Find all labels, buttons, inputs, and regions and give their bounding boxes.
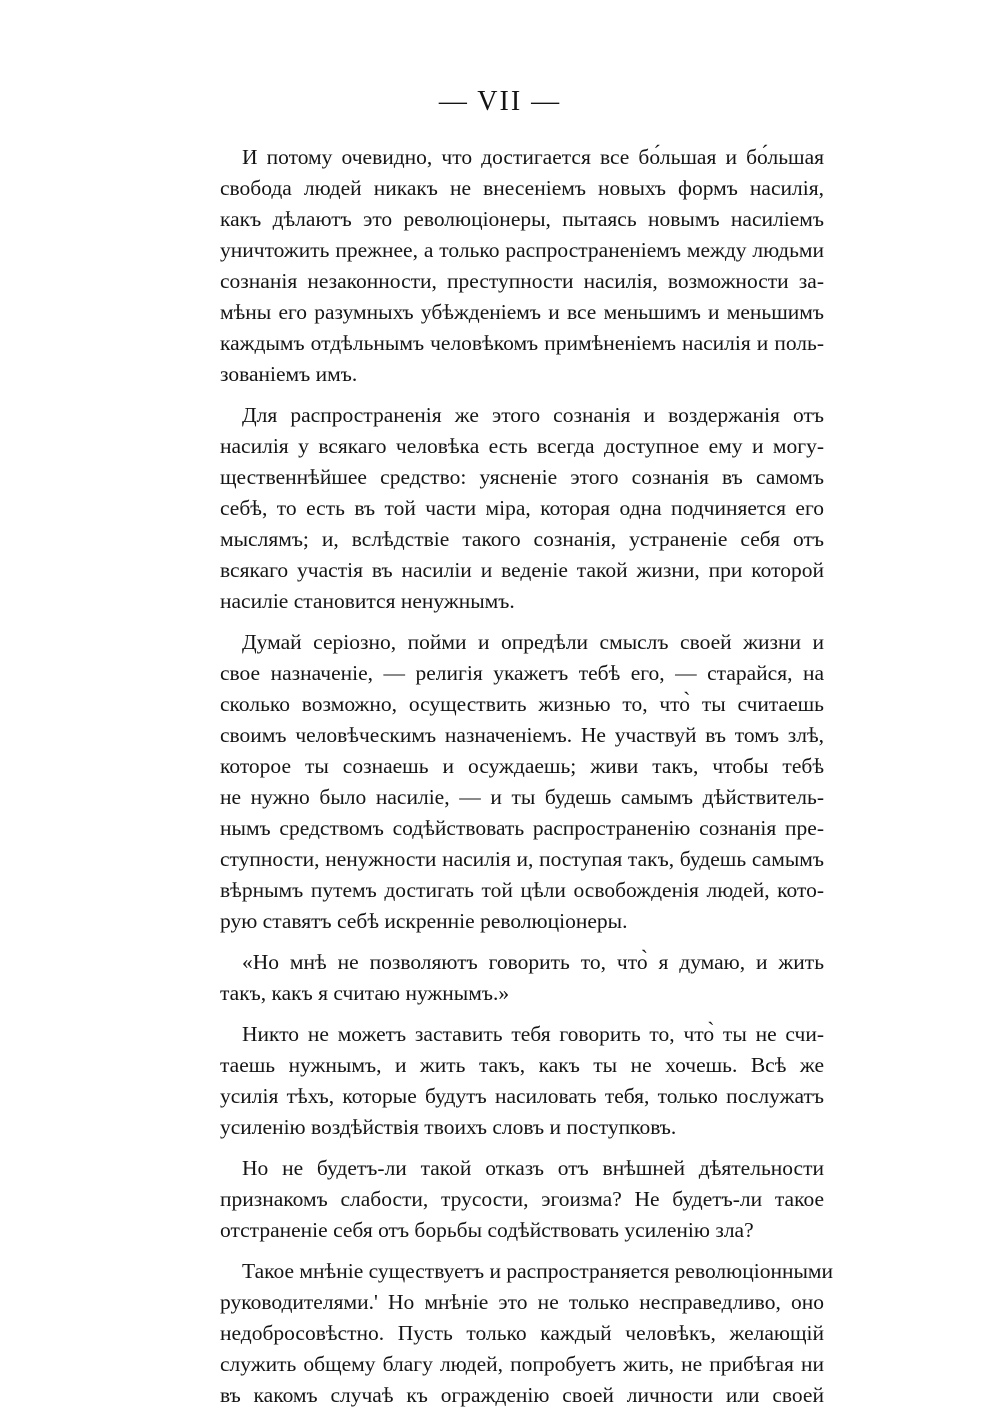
text-line: Такое мнѣніе существуетъ и распространяется революціонными xyxy=(242,1259,834,1283)
paragraph-6 xyxy=(220,1153,824,1246)
text-line: Для распространенія же этого сознанія и воздержанія отъ xyxy=(242,403,824,427)
paragraph-3 xyxy=(220,627,824,937)
paragraph-2 xyxy=(220,400,824,617)
text-line: всякаго участія въ насиліи и веденіе такой жизни, при которой xyxy=(220,558,824,582)
text-line: не нужно было насиліе, — и ты будешь самымъ дѣйствитель- xyxy=(220,785,824,809)
paragraph-4 xyxy=(220,947,824,1009)
text-line: нымъ средствомъ содѣйствовать распространенію сознанія пре- xyxy=(220,816,824,840)
text-line: таешь нужнымъ, и жить такъ, какъ ты не хочешь. Всѣ же xyxy=(220,1053,824,1077)
text-line: щественнѣйшее средство: уясненіе этого сознанія въ самомъ xyxy=(220,465,824,489)
text-line: себѣ, то есть въ той части міра, которая одна подчиняется его xyxy=(220,496,824,520)
text-line: вѣрнымъ путемъ достигать той цѣли освобожденія людей, кото- xyxy=(220,878,824,902)
paragraph-7 xyxy=(220,1256,834,1411)
text-line: насилія у всякаго человѣка есть всегда доступное ему и могу- xyxy=(220,434,824,458)
text-line: насиліе становится ненужнымъ. xyxy=(220,589,515,613)
text-line: мыслямъ; и, вслѣдствіе такого сознанія, устраненіе себя отъ xyxy=(220,527,824,551)
text-line: усиленію воздѣйствія твоихъ словъ и поступковъ. xyxy=(220,1115,677,1139)
text-line: зованіемъ имъ. xyxy=(220,362,358,386)
text-line: свобода людей никакъ не внесеніемъ новыхъ формъ насилія, xyxy=(220,176,824,200)
text-line: И потому очевидно, что достигается все бо́льшая и бо́льшая xyxy=(242,145,824,169)
text-line: ступности, ненужности насилія и, поступая такъ, будешь самымъ xyxy=(220,847,824,871)
text-line: служить общему благу людей, попробуетъ жить, не прибѣгая ни xyxy=(220,1352,824,1376)
text-line: свое назначеніе, — религія укажетъ тебѣ его, — старайся, на xyxy=(220,661,824,685)
text-line: мѣны его разумныхъ убѣжденіемъ и все меньшимъ и меньшимъ xyxy=(220,300,824,324)
text-line: недобросовѣстно. Пусть только каждый человѣкъ, желающій xyxy=(220,1321,824,1345)
text-line: признакомъ слабости, трусости, эгоизма? Не будетъ-ли такое xyxy=(220,1187,824,1211)
paragraph-5 xyxy=(220,1019,824,1143)
text-line: «Но мнѣ не позволяютъ говорить то, что̀ я думаю, и жить xyxy=(242,950,824,974)
text-line: Но не будетъ-ли такой отказъ отъ внѣшней дѣятельности xyxy=(242,1156,824,1180)
text-line: которое ты сознаешь и осуждаешь; живи такъ, чтобы тебѣ xyxy=(220,754,824,778)
text-line: каждымъ отдѣльнымъ человѣкомъ примѣненіемъ насилія и поль- xyxy=(220,331,824,355)
text-line: Никто не можетъ заставить тебя говорить то, что̀ ты не счи- xyxy=(242,1022,824,1046)
text-line: сознанія незаконности, преступности насилія, возможности за- xyxy=(220,269,824,293)
text-line: своимъ человѣческимъ назначеніемъ. Не участвуй въ томъ злѣ, xyxy=(220,723,824,747)
text-line: такъ, какъ я считаю нужнымъ.» xyxy=(220,981,510,1005)
text-line: какъ дѣлаютъ это революціонеры, пытаясь новымъ насиліемъ xyxy=(220,207,824,231)
text-line: Думай серіозно, пойми и опредѣли смыслъ своей жизни и xyxy=(242,630,824,654)
body-text xyxy=(220,142,834,1411)
text-line: рую ставятъ себѣ искренніе революціонеры. xyxy=(220,909,628,933)
page-number: — VII — xyxy=(438,86,562,117)
text-line: уничтожить прежнее, а только распространеніемъ между людьми xyxy=(220,238,824,262)
text-line: руководителями.' Но мнѣніе это не только несправедливо, оно xyxy=(220,1290,824,1314)
text-line: отстраненіе себя отъ борьбы содѣйствовать усиленію зла? xyxy=(220,1218,754,1242)
paragraph-1 xyxy=(220,142,824,390)
text-line: сколько возможно, осуществить жизнью то, что̀ ты считаешь xyxy=(220,692,824,716)
text-line: усилія тѣхъ, которые будутъ насиловать тебя, только послужатъ xyxy=(220,1084,824,1108)
text-line: въ какомъ случаѣ къ огражденію своей личности или своей xyxy=(220,1383,824,1407)
